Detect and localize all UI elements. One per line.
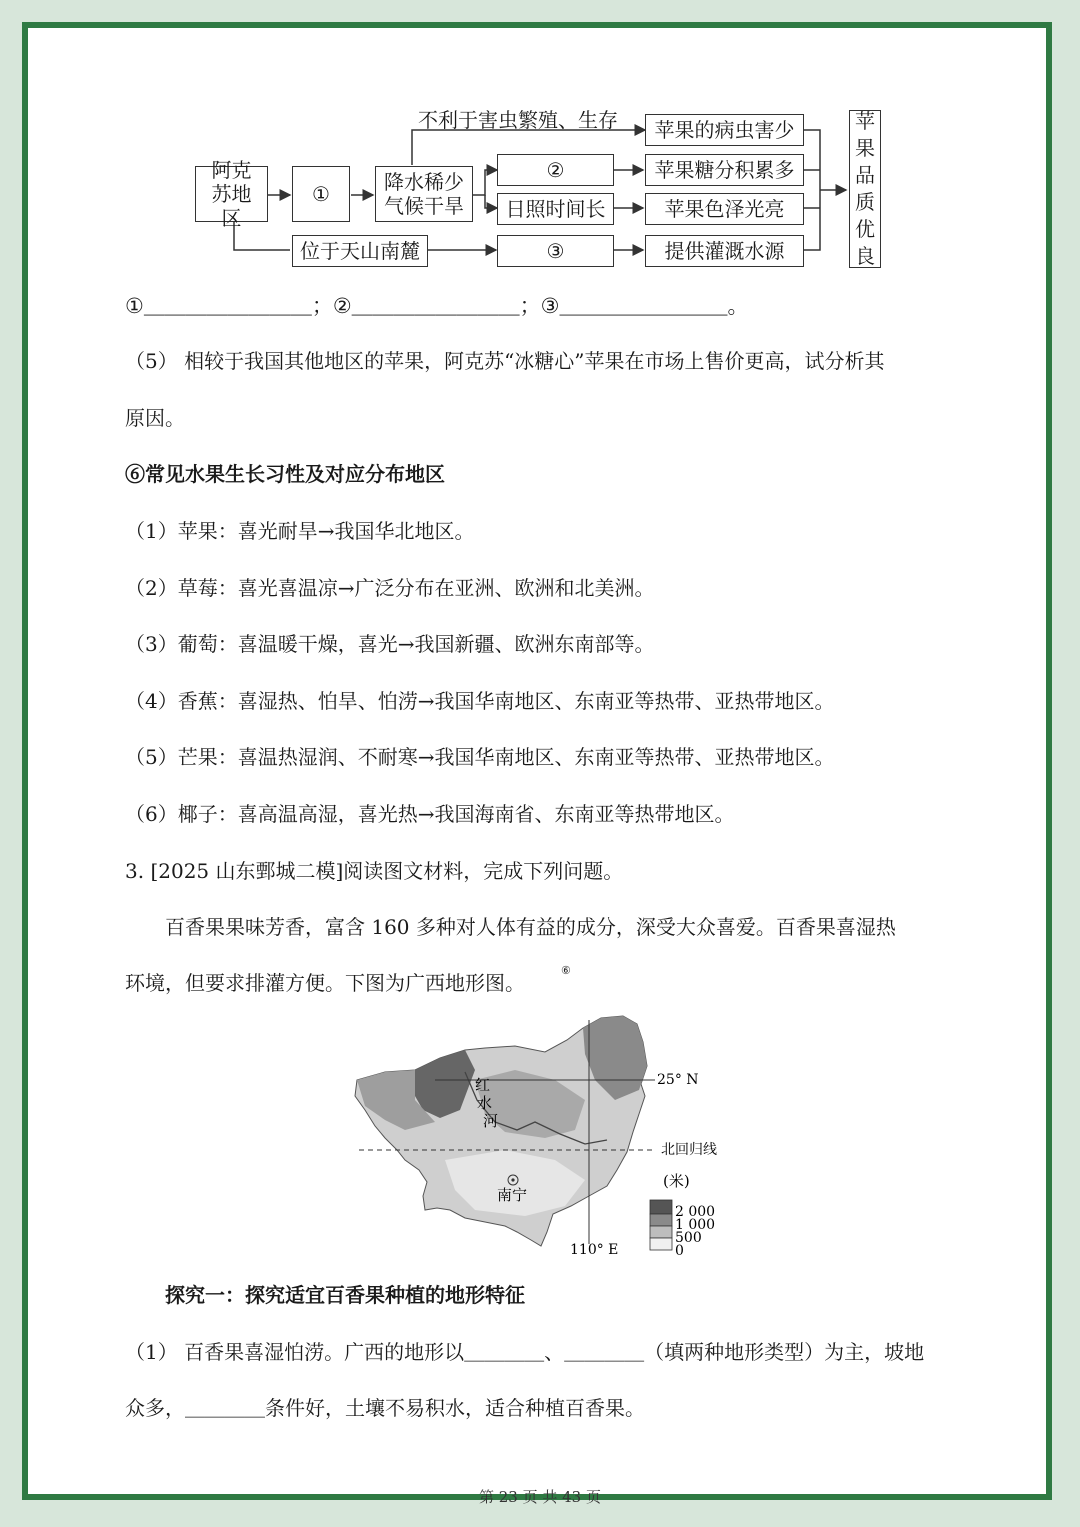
flow-box-out1: 苹果的病虫害少 <box>645 114 804 146</box>
flow-box-region: 阿克苏地区 <box>195 166 268 222</box>
fruit-item-apple: （1）苹果：喜光耐旱→我国华北地区。 <box>125 519 475 543</box>
flow-label-pest: 不利于害虫繁殖、生存 <box>418 108 618 132</box>
answer-blanks: ①＿＿＿＿＿＿＿＿；②＿＿＿＿＿＿＿＿；③＿＿＿＿＿＿＿＿。 <box>125 294 749 318</box>
fruit-item-banana: （4）香蕉：喜湿热、怕旱、怕涝→我国华南地区、东南亚等热带、亚热带地区。 <box>125 689 835 713</box>
section-title: ⑥常见水果生长习性及对应分布地区 <box>125 462 445 486</box>
q1-line2: 众多，＿＿＿＿条件好，土壤不易积水，适合种植百香果。 <box>125 1396 645 1420</box>
flow-box-sunshine: 日照时间长 <box>497 193 614 225</box>
flow-box-result: 苹果品质优良 <box>849 110 881 268</box>
footnote-marker: ⑥ <box>561 964 571 977</box>
q1-line1: （1） 百香果喜湿怕涝。广西的地形以＿＿＿＿、＿＿＿＿（填两种地形类型）为主，坡地 <box>125 1340 925 1364</box>
legend-1000: 1 000 <box>675 1217 716 1233</box>
flow-box-out2: 苹果糖分积累多 <box>645 154 804 186</box>
fruit-item-mango: （5）芒果：喜温热湿润、不耐寒→我国华南地区、东南亚等热带、亚热带地区。 <box>125 745 835 769</box>
river-label: 红水河 <box>475 1076 499 1130</box>
flow-box-out4: 提供灌溉水源 <box>645 235 804 267</box>
legend-2000: 2 000 <box>675 1204 716 1220</box>
latitude-label: 25° N <box>657 1072 699 1088</box>
q5-line2: 原因。 <box>125 406 185 430</box>
material-line2: 环境，但要求排灌方便。下图为广西地形图。 <box>125 971 525 995</box>
fruit-item-strawberry: （2）草莓：喜光喜温凉→广泛分布在亚洲、欧洲和北美洲。 <box>125 576 655 600</box>
explore-title: 探究一：探究适宜百香果种植的地形特征 <box>165 1283 525 1307</box>
legend-swatch-2000 <box>650 1200 672 1214</box>
flow-box-blank2: ② <box>497 154 614 186</box>
guangxi-terrain-map <box>345 1010 745 1260</box>
legend-500: 500 <box>675 1230 702 1246</box>
page-number: 第 23 页 共 43 页 <box>478 1488 601 1506</box>
legend-unit: (米) <box>663 1172 690 1190</box>
legend-swatch-0 <box>650 1238 672 1250</box>
fruit-item-grape: （3）葡萄：喜温暖干燥，喜光→我国新疆、欧洲东南部等。 <box>125 632 655 656</box>
question-3-header: 3. [2025 山东鄄城二模]阅读图文材料，完成下列问题。 <box>125 859 624 883</box>
flow-box-out3: 苹果色泽光亮 <box>645 193 804 225</box>
tropic-label: 北回归线 <box>661 1142 717 1158</box>
legend-swatch-500 <box>650 1226 672 1238</box>
legend-0: 0 <box>675 1243 684 1259</box>
nanning-label: 南宁 <box>497 1186 528 1204</box>
longitude-label: 110° E <box>570 1242 619 1258</box>
legend-swatch-1000 <box>650 1214 672 1226</box>
q5-line1: （5） 相较于我国其他地区的苹果，阿克苏“冰糖心”苹果在市场上售价更高，试分析其 <box>125 349 885 373</box>
material-line1: 百香果果味芳香，富含 160 多种对人体有益的成分，深受大众喜爱。百香果喜湿热 <box>165 915 896 939</box>
flow-box-climate: 降水稀少气候干旱 <box>375 166 473 222</box>
fruit-item-coconut: （6）椰子：喜高温高湿，喜光热→我国海南省、东南亚等热带地区。 <box>125 802 735 826</box>
flow-box-blank3: ③ <box>497 235 614 267</box>
flow-box-location: 位于天山南麓 <box>292 235 428 267</box>
flow-box-blank1: ① <box>292 166 350 222</box>
